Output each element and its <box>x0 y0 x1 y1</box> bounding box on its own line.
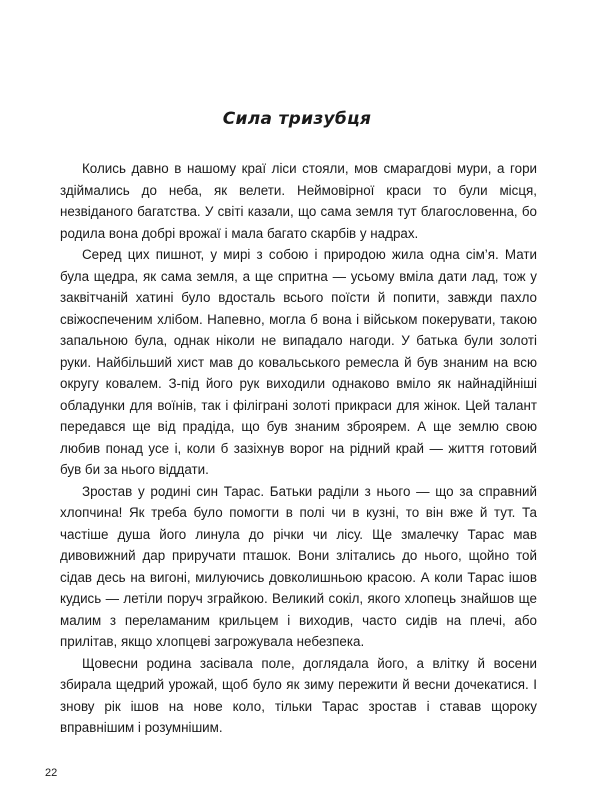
page-number: 22 <box>45 767 58 779</box>
paragraph-3: Зростав у родині син Тарас. Батьки раділи з нього — що за справний хлопчина! Як треба було помогти в полі чи в кузні, то він вже й тут. Та частіше душа його линула до річки чи лісу. Ще змалечку Тарас мав дивовижний дар приручати пташок. Вони злітались до нього, щойно той сідав десь на вигоні, милуючись довколишньою красою. А коли Тарас ішов кудись — летіли поруч зграйкою. Великий сокіл, якого хлопець знайшов ще малим з переламаним крильцем і виходив, часто сидів на плечі, або прилітав, якщо хлопцеві загрожувала небезпека. <box>60 483 537 649</box>
chapter-body <box>60 158 537 739</box>
chapter-title: Сила тризубця <box>222 109 372 129</box>
paragraph-2: Серед цих пишнот, у мирі з собою і природою жила одна сім’я. Мати була щедра, як сама земля, а ще спритна — усьому вміла дати лад, тож у заквітчаній хатині було вдосталь всього поїсти й попити, завжди пахло свіжоспеченим хлібом. Напевно, могла б вона і військом покерувати, такою запальною була, однак ніколи не випадало нагоди. У батька були золоті руки. Найбільший хист мав до ковальського ремесла й був знаним на всю округу ковалем. З-під його рук виходили однаково вміло як найнадійніші обладунки для воїнів, так і філіграні золоті прикраси для жінок. Цей талант передався ще від прадіда, що був знаним зброярем. А ще землю свою любив понад усе і, коли б зазіхнув ворог на рідний край — життя готовий був би за нього віддати. <box>60 247 537 477</box>
paragraph-4: Щовесни родина засівала поле, доглядала його, а влітку й восени збирала щедрий урожай, щоб було як зиму пережити й весни дочекатися. І знову рік ішов на нове коло, тільки Тарас зростав і ставав щороку вправнішим і розумнішим. <box>60 655 537 735</box>
paragraph-1: Колись давно в нашому краї ліси стояли, мов смарагдові мури, а гори здіймались до неба, як велети. Неймовірної краси то були місця, незвіданого багатства. У світі казали, що сама земля тут благословенна, бо родила вона добрі врожаї і мала багато скарбів у надрах. <box>60 161 537 241</box>
